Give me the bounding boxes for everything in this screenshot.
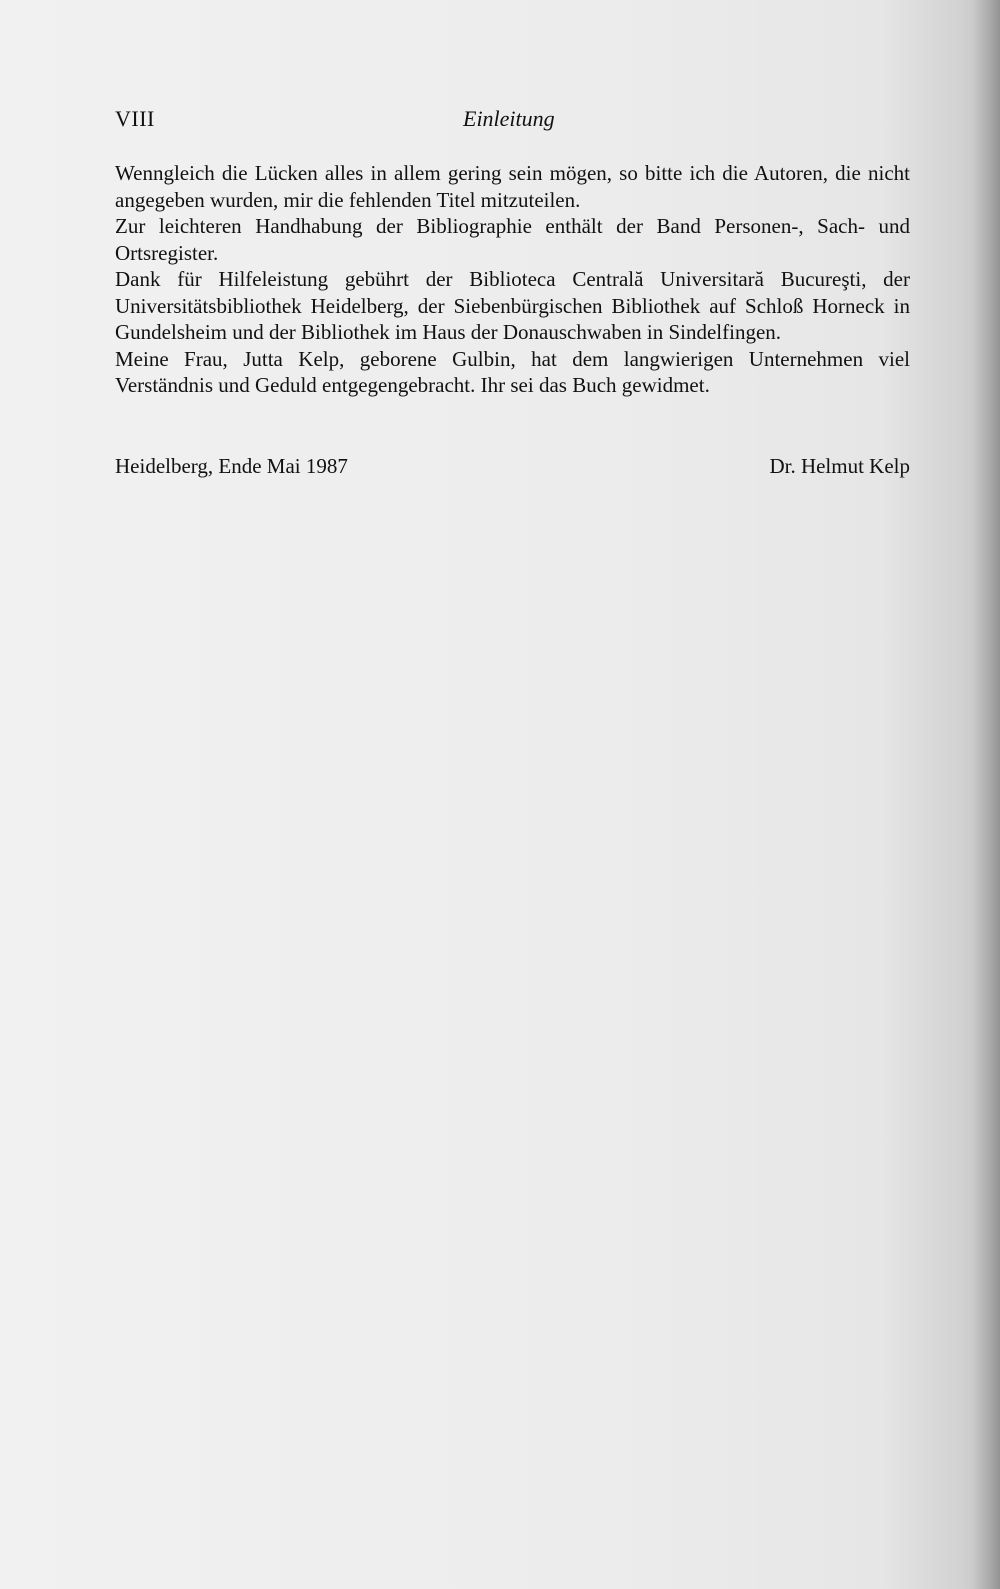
signoff-place-date: Heidelberg, Ende Mai 1987 [115, 454, 348, 478]
spine-shadow [972, 0, 1000, 1589]
signoff [115, 454, 910, 482]
running-head [115, 106, 910, 136]
signoff-author: Dr. Helmut Kelp [769, 454, 910, 478]
page-number: VIII [115, 106, 155, 131]
paragraph-register: Zur leichteren Handhabung der Bibliographie enthält der Band Personen-, Sach- und Ortsregister. [115, 214, 910, 265]
paragraph-acknowledgements: Dank für Hilfeleistung gebührt der Biblioteca Centrală Universitară Bucureşti, der Universitätsbibliothek Heidelberg, der Siebenbürgischen Bibliothek auf Schloß Horneck in Gundelsheim und der Bibliothek im Haus der Donauschwaben in Sindelfingen. [115, 267, 910, 344]
running-title: Einleitung [463, 106, 555, 131]
paragraph-missing-titles: Wenngleich die Lücken alles in allem gering sein mögen, so bitte ich die Autoren, die nicht angegeben wurden, mir die fehlenden Titel mitzuteilen. [115, 161, 910, 212]
body-text [115, 160, 910, 399]
paragraph-dedication: Meine Frau, Jutta Kelp, geborene Gulbin, hat dem langwierigen Unternehmen viel Verständnis und Geduld entgegengebracht. Ihr sei das Buch gewidmet. [115, 346, 910, 397]
